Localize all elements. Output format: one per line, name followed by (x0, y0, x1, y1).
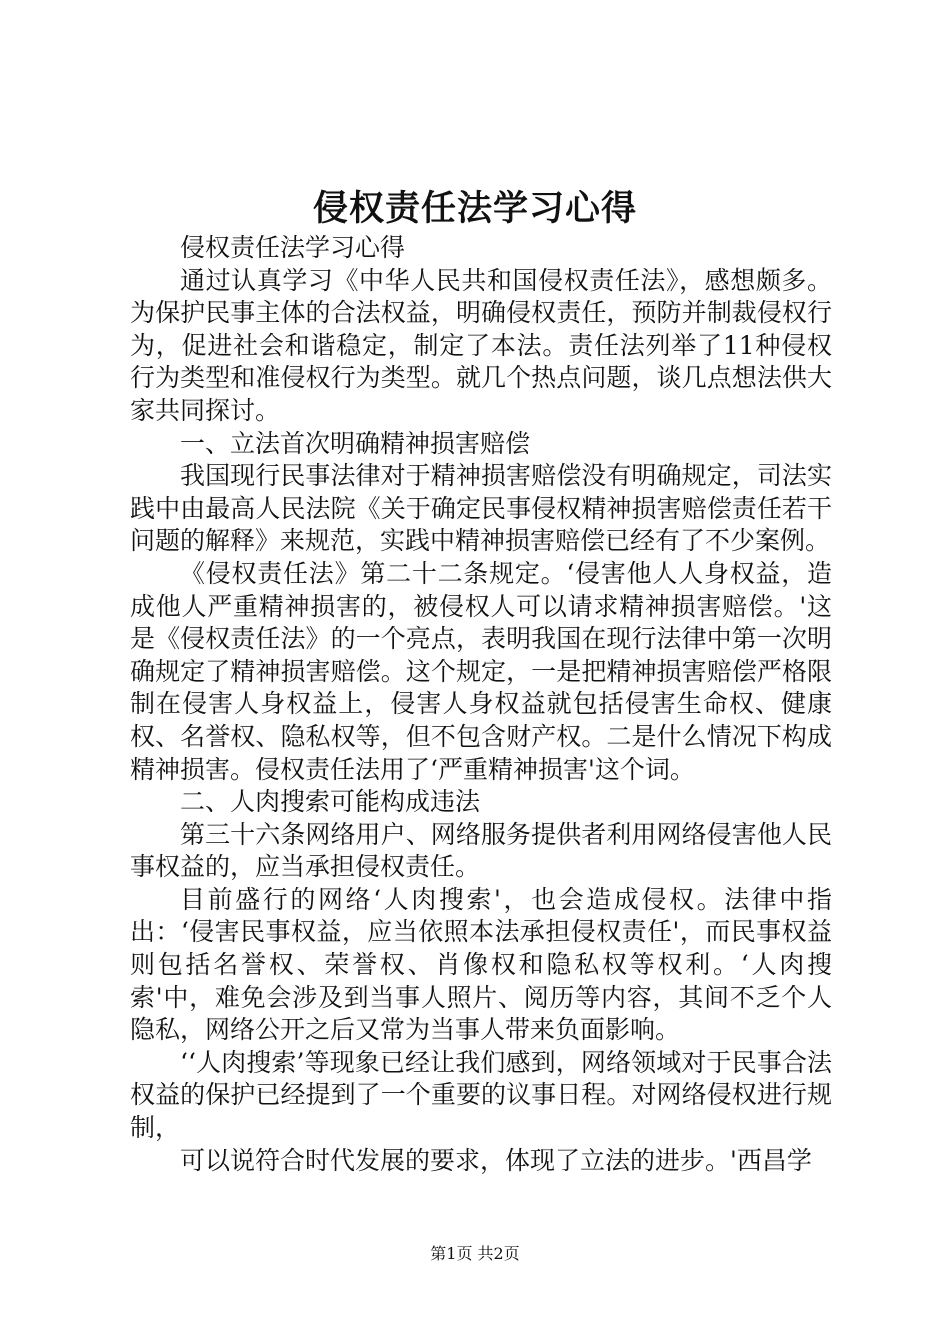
document-title: 侵权责任法学习心得 (312, 188, 637, 229)
section-heading-1: 一、立法首次明确精神损害赔偿 (180, 428, 531, 458)
paragraph-subtitle: 侵权责任法学习心得 (180, 233, 406, 262)
paragraph: 可以说符合时代发展的要求，体现了立法的进步。'西昌学 (180, 1145, 812, 1175)
paragraph: ‘‘人肉搜索’等现象已经让我们感到，网络领域对于民事合法权益的保护已经提到了一个重要的议事日程。对网络侵权进行规制， (130, 1047, 832, 1143)
paragraph: 我国现行民事法律对于精神损害赔偿没有明确规定，司法实践中由最高人民法院《关于确定民事侵权精神损害赔偿责任若干问题的解释》来规范，实践中精神损害赔偿已经有了不少案例。 (130, 461, 832, 556)
document-body (130, 232, 832, 1177)
page-footer: 第1页 共2页 (430, 1244, 520, 1263)
section-heading-2: 二、人肉搜索可能构成违法 (180, 787, 481, 817)
paragraph: 《侵权责任法》第二十二条规定。‘侵害他人人身权益，造成他人严重精神损害的，被侵权人可以请求精神损害赔偿。'这是《侵权责任法》的一个亮点，表明我国在现行法律中第一次明确规定了精神损害赔偿。这个规定，一是把精神损害赔偿严格限制在侵害人身权益上，侵害人身权益就包括侵害生命权、健康权、名誉权、隐私权等，但不包含财产权。二是什么情况下构成精神损害。侵权责任法用了‘严重精神损害'这个词。 (130, 558, 832, 784)
paragraph: 第三十六条网络用户、网络服务提供者利用网络侵害他人民事权益的，应当承担侵权责任。 (130, 819, 832, 882)
paragraph: 目前盛行的网络‘人肉搜索'，也会造成侵权。法律中指出：‘侵害民事权益，应当依照本法承担侵权责任'，而民事权益则包括名誉权、荣誉权、肖像权和隐私权等权利。‘人肉搜索'中，难免会涉及到当事人照片、阅历等内容，其间不乏个人隐私，网络公开之后又常为当事人带来负面影响。 (130, 884, 832, 1045)
paragraph-intro: 通过认真学习《中华人民共和国侵权责任法》，感想颇多。为保护民事主体的合法权益，明确侵权责任，预防并制裁侵权行为，促进社会和谐稳定，制定了本法。责任法列举了11种侵权行为类型和准侵权行为类型。就几个热点问题，谈几点想法供大家共同探讨。 (130, 265, 832, 425)
